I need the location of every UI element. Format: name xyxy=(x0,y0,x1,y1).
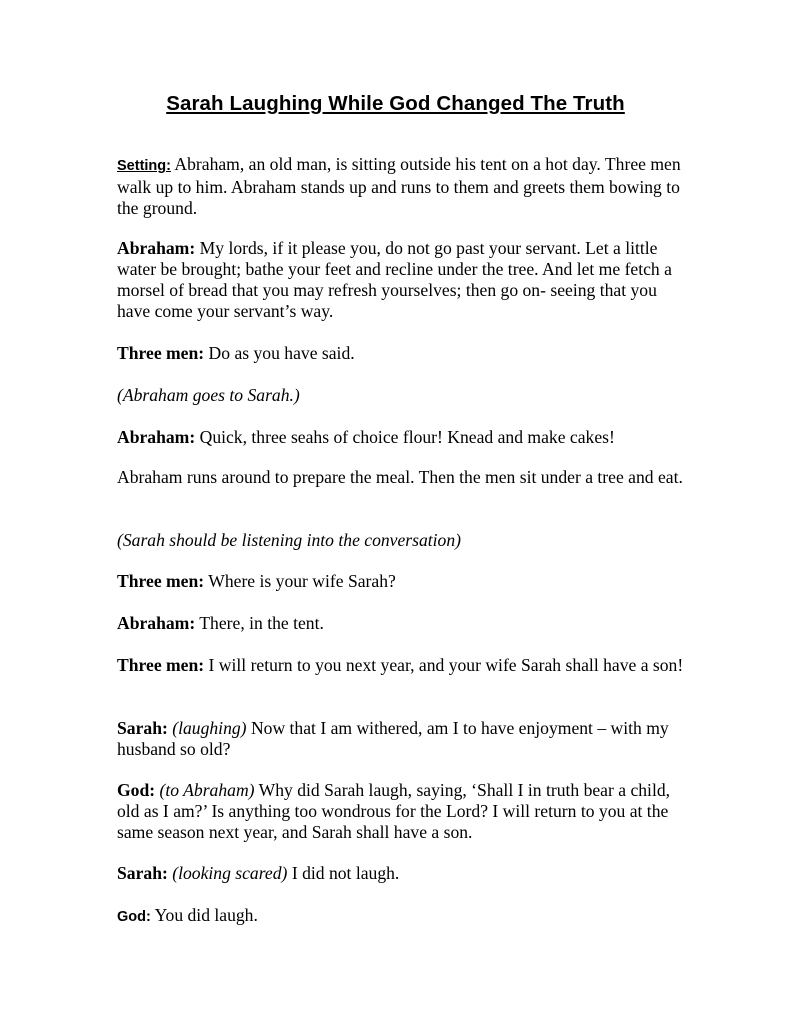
speaker-name: Abraham: xyxy=(117,613,196,633)
dialogue-line xyxy=(117,427,687,448)
dialogue-text: Do as you have said. xyxy=(208,343,355,363)
narration-text: Abraham runs around to prepare the meal. Then the men sit under a tree and eat. xyxy=(117,467,683,487)
aside-text: (laughing) xyxy=(172,718,247,738)
dialogue-text: There, in the tent. xyxy=(199,613,324,633)
speaker-name: Abraham: xyxy=(117,238,196,258)
stage-direction xyxy=(117,530,687,551)
dialogue-line xyxy=(117,905,687,928)
speaker-name: Sarah: xyxy=(117,718,168,738)
stage-direction-text: (Sarah should be listening into the conversation) xyxy=(117,530,462,550)
speaker-name: Three men: xyxy=(117,655,205,675)
dialogue-text: I will return to you next year, and your wife Sarah shall have a son! xyxy=(208,655,684,675)
speaker-name: Three men: xyxy=(117,571,205,591)
dialogue-text: I did not laugh. xyxy=(291,863,400,883)
dialogue-line xyxy=(117,780,687,843)
speaker-name: God: xyxy=(117,909,151,925)
stage-direction xyxy=(117,385,687,406)
dialogue-text: Quick, three seahs of choice flour! Knead and make cakes! xyxy=(199,427,615,447)
dialogue-text: Where is your wife Sarah? xyxy=(208,571,396,591)
speaker-name: Three men: xyxy=(117,343,205,363)
page-title: Sarah Laughing While God Changed The Truth xyxy=(166,92,625,115)
dialogue-text: My lords, if it please you, do not go past your servant. Let a little water be brought; bathe your feet and recline under the tree. And let me fetch a morsel of bread that you may refresh yourselves; then go on- seeing that you have come your servant’s way. xyxy=(117,238,672,321)
speaker-name: God: xyxy=(117,780,156,800)
dialogue-text: Now that I am withered, am I to have enjoyment – with my husband so old? xyxy=(117,718,669,759)
stage-direction-text: (Abraham goes to Sarah.) xyxy=(117,385,300,405)
speaker-name: Abraham: xyxy=(117,427,196,447)
aside-text: (to Abraham) xyxy=(159,780,255,800)
narration-paragraph xyxy=(117,467,687,488)
aside-text: (looking scared) xyxy=(172,863,288,883)
dialogue-line xyxy=(117,655,687,676)
setting-text: Abraham, an old man, is sitting outside his tent on a hot day. Three men walk up to him. Abraham stands up and runs to them and greets them bowing to the ground. xyxy=(117,154,681,218)
dialogue-line xyxy=(117,863,687,884)
dialogue-line xyxy=(117,343,687,364)
dialogue-text: You did laugh. xyxy=(154,905,258,925)
speaker-name: Sarah: xyxy=(117,863,168,883)
setting-label: Setting: xyxy=(117,158,171,174)
dialogue-line xyxy=(117,238,687,322)
dialogue-line xyxy=(117,613,687,634)
dialogue-text: Why did Sarah laugh, saying, ‘Shall I in truth bear a child, old as I am?’ Is anything too wondrous for the Lord? I will return to you at the same season next year, and Sarah shall have a son. xyxy=(117,780,671,842)
dialogue-line xyxy=(117,571,687,592)
dialogue-line xyxy=(117,718,687,760)
setting-paragraph xyxy=(117,154,687,219)
